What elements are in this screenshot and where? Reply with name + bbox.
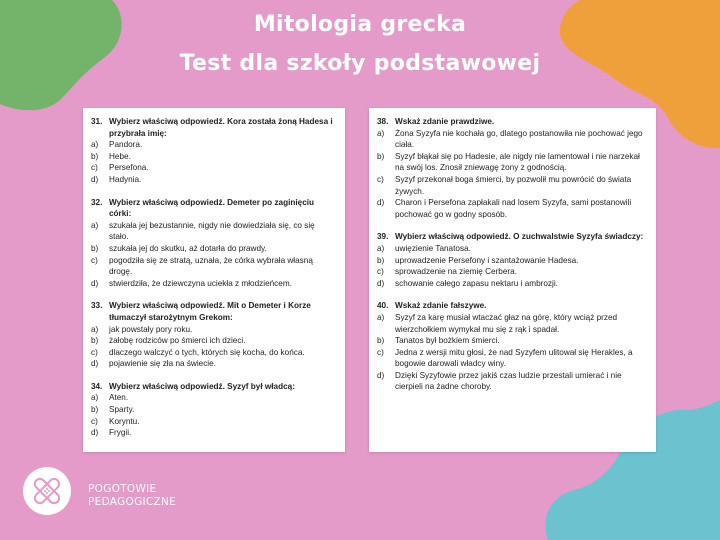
answer-option — [377, 243, 646, 255]
option-text: Tanatos był bożkiem śmierci. — [395, 336, 500, 346]
question-block — [91, 197, 335, 290]
option-letter: b) — [91, 243, 99, 253]
option-letter: b) — [377, 255, 385, 265]
question-block — [91, 300, 335, 370]
answer-option — [377, 197, 646, 220]
answer-option — [91, 278, 335, 290]
question-number: 34. — [91, 381, 103, 391]
option-letter: a) — [91, 140, 99, 150]
option-text: Sparty. — [109, 405, 135, 415]
option-text: szukała jej do skutku, aż dotarła do prawdy. — [109, 243, 267, 253]
answer-option — [91, 416, 335, 428]
option-text: pojawienie się zła na świecie. — [109, 359, 216, 369]
answer-option — [91, 324, 335, 336]
question-block — [91, 116, 335, 186]
option-letter: b) — [91, 151, 99, 161]
option-letter: d) — [91, 428, 99, 438]
option-text: Syzyf za karę musiał wtaczać głaz na górę, który wciąż przed wierzchołkiem wymykał mu się z rąk i spadał. — [395, 312, 618, 334]
left-question-card — [83, 108, 345, 452]
option-letter: c) — [377, 174, 384, 184]
answer-option — [91, 255, 335, 278]
option-text: Żona Syzyfa nie kochała go, dlatego postanowiła nie pochować jego ciała. — [395, 128, 643, 150]
option-text: Charon i Persefona zapłakali nad losem Syzyfa, sami postanowili pochować go w godny sposób. — [395, 198, 632, 219]
option-letter: d) — [91, 278, 99, 288]
question-text: Wskaż zdanie fałszywe. — [395, 301, 487, 311]
answer-option — [377, 255, 646, 267]
option-text: żałobę rodziców po śmierci ich dzieci. — [109, 336, 246, 346]
brand-name-line-2: PEDAGOGICZNE — [88, 496, 177, 508]
question-text: Wybierz właściwą odpowiedź. Syzyf był władcą: — [109, 381, 295, 391]
question-block — [377, 116, 646, 220]
option-letter: d) — [377, 370, 385, 380]
page-title-line-2: Test dla szkoły podstawowej — [179, 51, 541, 76]
option-letter: a) — [377, 243, 385, 253]
option-letter: c) — [91, 163, 98, 173]
option-letter: a) — [91, 393, 99, 403]
answer-option — [91, 162, 335, 174]
question-number: 38. — [377, 117, 389, 126]
answer-option — [377, 278, 646, 290]
answer-option — [91, 174, 335, 186]
question-number: 31. — [91, 117, 103, 126]
question-number: 32. — [91, 197, 103, 207]
option-text: pogodziła się ze stratą, uznała, że córka wybrała własną drogę. — [109, 255, 313, 277]
answer-option — [377, 174, 646, 197]
option-text: Frygii. — [109, 428, 132, 438]
question-text: Wybierz właściwą odpowiedź. Kora została żoną Hadesa i przybrała imię: — [109, 117, 333, 138]
answer-option — [91, 139, 335, 151]
option-text: sprowadzenie na ziemię Cerbera. — [395, 267, 517, 277]
answer-option — [91, 220, 335, 243]
answer-option — [377, 266, 646, 278]
page-title-line-1: Mitologia grecka — [253, 12, 467, 37]
question-block — [91, 381, 335, 439]
option-text: jak powstały pory roku. — [109, 324, 193, 334]
answer-option — [91, 358, 335, 370]
answer-option — [91, 347, 335, 359]
question-block — [377, 231, 646, 289]
answer-option — [377, 151, 646, 174]
question-text: Wybierz właściwą odpowiedź. O zuchwalstwie Syzyfa świadczy: — [395, 232, 644, 242]
option-letter: c) — [91, 416, 98, 426]
option-text: uwięzienie Tanatosa. — [395, 243, 471, 253]
option-letter: c) — [377, 347, 384, 357]
option-text: Jedna z wersji mitu głosi, że nad Syzyfem ulitował się Herakles, a bogowie darowali władcy winy. — [395, 347, 633, 369]
answer-option — [91, 335, 335, 347]
brand-name — [88, 483, 176, 509]
option-letter: d) — [91, 359, 99, 369]
option-letter: d) — [377, 278, 385, 288]
option-text: Pandora. — [109, 140, 143, 150]
option-letter: b) — [91, 405, 99, 415]
option-letter: b) — [377, 151, 385, 161]
answer-option — [377, 370, 646, 393]
brand-name-line-1: POGOTOWIE — [88, 483, 157, 495]
answer-option — [91, 427, 335, 439]
answer-option — [377, 128, 646, 151]
option-text: Aten. — [109, 393, 129, 403]
option-letter: a) — [377, 312, 385, 322]
option-text: Syzyf przekonał boga śmierci, by pozwolił mu powrócić do świata żywych. — [395, 174, 632, 196]
option-letter: a) — [91, 220, 99, 230]
option-text: szukała jej bezustannie, nigdy nie dowiedziała się, co się stało. — [109, 220, 315, 242]
option-text: Hebe. — [109, 151, 131, 161]
question-text: Wybierz właściwą odpowiedź. Demeter po zaginięciu córki: — [109, 197, 315, 219]
question-number: 33. — [91, 301, 103, 311]
option-letter: d) — [91, 174, 99, 184]
option-text: Hadynia. — [109, 174, 142, 184]
option-text: stwierdziła, że dziewczyna uciekła z młodzieńcem. — [109, 278, 292, 288]
option-text: dlaczego walczyć o tych, których się kocha, do końca. — [109, 347, 305, 357]
answer-option — [91, 151, 335, 163]
right-question-card — [369, 108, 656, 452]
answer-option — [91, 243, 335, 255]
option-text: schowanie całego zapasu nektaru i ambrozji. — [395, 278, 558, 288]
option-letter: a) — [377, 128, 385, 138]
option-text: Syzyf błąkał się po Hadesie, ale nigdy nie lamentował i nie narzekał na swój los. Znosił zniewagę żony z godnością. — [395, 151, 640, 173]
option-text: Koryntu. — [109, 416, 140, 426]
option-letter: b) — [91, 336, 99, 346]
question-number: 40. — [377, 301, 389, 311]
answer-option — [377, 347, 646, 370]
option-letter: c) — [91, 255, 98, 265]
option-letter: d) — [377, 198, 385, 208]
question-text: Wybierz właściwą odpowiedź. Mit o Demeter i Korze tłumaczył starożytnym Grekom: — [109, 301, 311, 322]
bandage-cross-icon — [22, 466, 72, 516]
answer-option — [91, 404, 335, 416]
question-block — [377, 300, 646, 393]
question-number: 39. — [377, 232, 389, 242]
answer-option — [377, 312, 646, 335]
option-text: uprowadzenie Persefony i szantażowanie Hadesa. — [395, 255, 579, 265]
option-letter: a) — [91, 324, 99, 334]
option-text: Dzięki Syzyfowie przez jakiś czas ludzie przestali umierać i nie cierpieli na żadne choroby. — [395, 370, 622, 392]
answer-option — [377, 335, 646, 347]
option-letter: c) — [91, 347, 98, 357]
option-text: Persefona. — [109, 163, 149, 173]
answer-option — [91, 392, 335, 404]
question-text: Wskaż zdanie prawdziwe. — [395, 117, 495, 126]
option-letter: c) — [377, 267, 384, 277]
option-letter: b) — [377, 336, 385, 346]
